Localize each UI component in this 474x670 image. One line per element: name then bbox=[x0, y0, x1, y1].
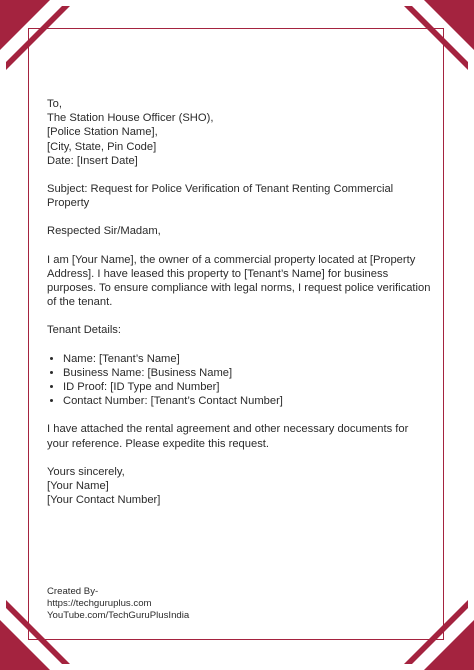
date-line: Date: [Insert Date] bbox=[47, 154, 138, 167]
corner-top-left bbox=[0, 0, 70, 70]
sign-off-contact: [Your Contact Number] bbox=[47, 494, 161, 507]
letter-content bbox=[47, 97, 432, 507]
youtube-link[interactable]: YouTube.com/TechGuruPlusIndia bbox=[47, 610, 190, 622]
created-by-label: Created By- bbox=[47, 586, 99, 597]
credits-footer bbox=[47, 586, 347, 623]
sign-off bbox=[47, 465, 432, 508]
sign-off-name: [Your Name] bbox=[47, 480, 109, 493]
list-item: • Name: [Tenant’s Name] bbox=[63, 352, 432, 366]
list-item: • Contact Number: [Tenant’s Contact Number] bbox=[63, 394, 432, 408]
corner-top-right bbox=[404, 0, 474, 70]
salutation: Respected Sir/Madam, bbox=[47, 225, 161, 238]
closing-paragraph: I have attached the rental agreement and other necessary documents for your reference. Please expedite this request. bbox=[47, 423, 409, 450]
address-block bbox=[47, 97, 432, 168]
address-line: To, bbox=[47, 98, 62, 110]
tenant-details-heading: Tenant Details: bbox=[47, 324, 122, 337]
list-item: • ID Proof: [ID Type and Number] bbox=[63, 380, 432, 394]
website-link[interactable]: https://techguruplus.com bbox=[47, 598, 152, 610]
list-item: • Business Name: [Business Name] bbox=[63, 366, 432, 380]
body-paragraph: I am [Your Name], the owner of a commercial property located at [Property Address]. I have leased this property to [Tenant’s Name] for business purposes. To ensure compliance with legal norms, I request police verification of the tenant. bbox=[47, 253, 431, 309]
address-line: [City, State, Pin Code] bbox=[47, 140, 157, 153]
subject-line: Subject: Request for Police Verification of Tenant Renting Commercial Property bbox=[47, 183, 394, 210]
address-line: The Station House Officer (SHO), bbox=[47, 112, 214, 125]
address-line: [Police Station Name], bbox=[47, 126, 158, 139]
corner-bottom-right bbox=[404, 600, 474, 670]
sign-off-line: Yours sincerely, bbox=[47, 465, 125, 478]
tenant-details-list bbox=[47, 352, 432, 409]
